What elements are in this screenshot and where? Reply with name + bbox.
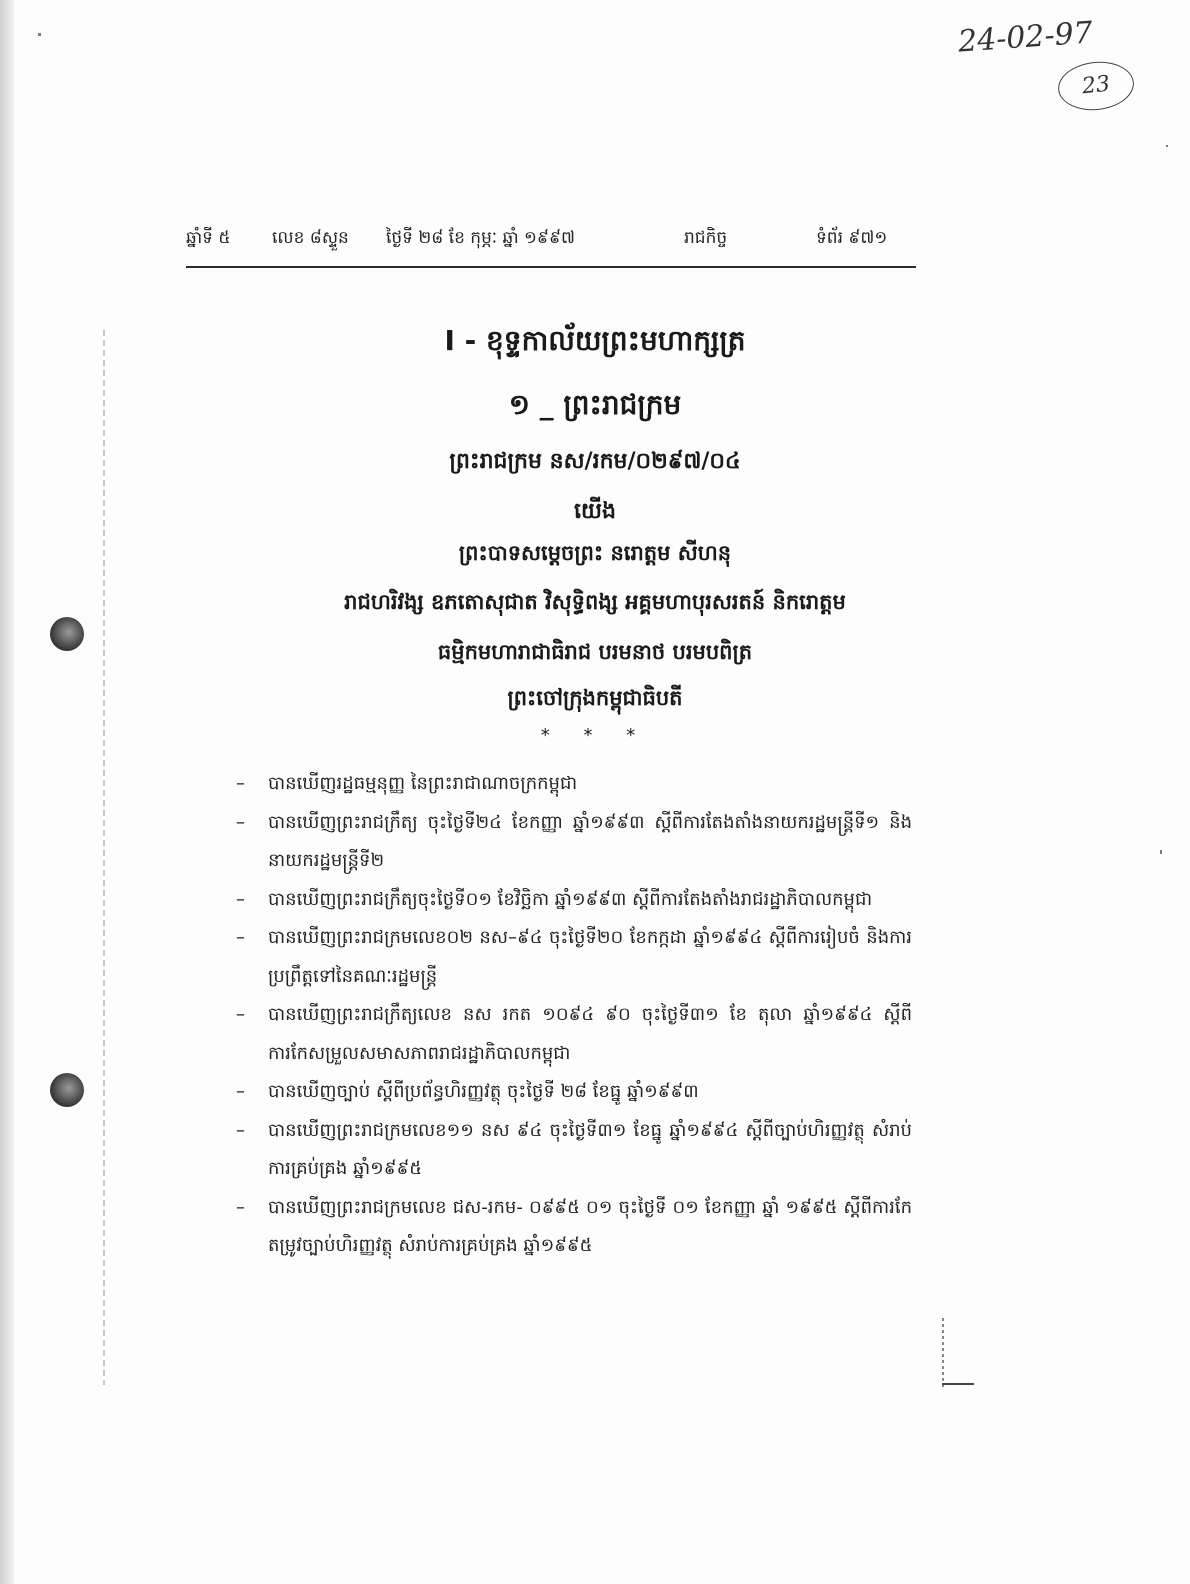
list-item-text: បានឃើញព្រះរាជក្រមលេខ០២ នស–៩៤ ចុះថ្ងៃទី២០ ខែកក្កដា ឆ្នាំ១៩៩៤ ស្តីពីការរៀបចំ និងការប្រព្រឹត្តទៅនៃគណៈរដ្ឋមន្ត្រី (268, 927, 912, 987)
we-heading: យើង (574, 499, 616, 524)
dash-bullet: – (236, 1119, 245, 1141)
punch-hole-top (50, 617, 84, 651)
list-item (236, 996, 912, 1073)
list-item-text: បានឃើញរដ្ឋធម្មនុញ្ញ នៃព្រះរាជាណាចក្រកម្ពុជា (268, 773, 578, 794)
scan-margin-line (103, 330, 105, 1385)
header-year: ឆ្នាំទី ៥ (186, 228, 231, 248)
dash-bullet: – (236, 811, 245, 833)
list-item (236, 1073, 912, 1112)
list-item (236, 804, 912, 881)
dash-bullet: – (236, 773, 245, 794)
king-title-line-4: ព្រះចៅក្រុងកម្ពុជាធិបតី (507, 686, 683, 710)
list-item-text: បានឃើញព្រះរាជក្រឹត្យលេខ នស រកត ១០៩៤ ៩០ ចុះថ្ងៃទី៣១ ខែ តុលា ឆ្នាំ១៩៩៤ ស្តីពីការកែសម្រួលសមាសភាពរាជរដ្ឋាភិបាលកម្ពុជា (268, 1004, 912, 1064)
list-item-text: បានឃើញព្រះរាជក្រឹត្យចុះថ្ងៃទី០១ ខែវិច្ឆិកា ឆ្នាំ១៩៩៣ ស្តីពីការតែងតាំងរាជរដ្ឋាភិបាលកម្ពុជា (268, 888, 873, 910)
subsection-title: ១ _ ព្រះរាជក្រម (508, 388, 682, 421)
king-title-line-1: ព្រះបាទសម្តេចព្រះ នរោត្តម សីហនុ (458, 541, 732, 565)
scan-edge-mark-base (942, 1383, 974, 1385)
list-item-text: បានឃើញព្រះរាជក្រឹត្យ ចុះថ្ងៃទី២៤ ខែកញ្ញា ឆ្នាំ១៩៩៣ ស្តីពីការតែងតាំងនាយករដ្ឋមន្ត្រីទី១ និងនាយករដ្ឋមន្ត្រីទី២ (268, 811, 912, 871)
list-item (236, 1112, 912, 1189)
header-rule (186, 266, 916, 268)
king-title-line-3: ធម្មិកមហារាជាធិរាជ បរមនាថ បរមបពិត្រ (437, 640, 753, 664)
king-title-line-2: រាជហរិវង្ស ឧភតោសុជាត វិសុទ្ធិពង្ស អគ្គមហាបុរសរតន៍ និករោត្តម (344, 590, 846, 614)
dash-bullet: – (236, 1081, 245, 1102)
punch-hole-bottom (50, 1073, 84, 1107)
gazette-header (186, 227, 912, 259)
scan-speck (1166, 145, 1168, 147)
section-title: I - ខុទ្ទកាល័យព្រះមហាក្សត្រ (444, 324, 746, 357)
scan-speck (38, 33, 41, 36)
decree-number: ព្រះរាជក្រម នស/រកម/០២៩៧/០៤ (449, 449, 741, 474)
asterisk-separator: * * * (540, 725, 650, 746)
list-item (236, 881, 912, 920)
dash-bullet: – (236, 1004, 245, 1025)
list-item-text: បានឃើញព្រះរាជក្រមលេខ១១ នស ៩៤ ចុះថ្ងៃទី៣១ ខែធ្នូ ឆ្នាំ១៩៩៤ ស្តីពីច្បាប់ហិរញ្ញវត្ថុ សំរាប់ការគ្រប់គ្រង ឆ្នាំ១៩៩៥ (268, 1119, 912, 1179)
dash-bullet: – (236, 1196, 245, 1218)
considerations-list (236, 765, 912, 1266)
list-item-text: បានឃើញព្រះរាជក្រមលេខ ជស-រកម- ០៩៩៥ ០១ ចុះថ្ងៃទី ០១ ខែកញ្ញា ឆ្នាំ ១៩៩៥ ស្តីពីការកែ តម្រូវច្បាប់ហិរញ្ញវត្ថុ សំរាប់ការគ្រប់គ្រង ឆ្នាំ១៩៩៥ (268, 1196, 912, 1256)
header-issue: លេខ ៨ស្ទួន (272, 228, 349, 248)
handwritten-date: 24-02-97 (956, 15, 1094, 60)
list-item (236, 1189, 912, 1266)
header-page: ទំព័រ ៩៧១ (816, 228, 888, 248)
scan-speck (1160, 850, 1162, 854)
header-publication: រាជកិច្ច (684, 228, 728, 248)
dash-bullet: – (236, 888, 245, 910)
scan-edge-mark (942, 1318, 944, 1388)
dash-bullet: – (236, 927, 245, 948)
list-item-text: បានឃើញច្បាប់ ស្តីពីប្រព័ន្ធហិរញ្ញវត្ថុ ចុះថ្ងៃទី ២៨ ខែធ្នូ ឆ្នាំ១៩៩៣ (268, 1081, 699, 1102)
header-date: ថ្ងៃទី ២៨ ខែ កុម្ភៈ ឆ្នាំ ១៩៩៧ (386, 228, 575, 248)
scan-left-edge (0, 0, 14, 1584)
list-item (236, 765, 912, 804)
list-item (236, 919, 912, 996)
handwritten-page-number: 23 (1056, 58, 1137, 114)
